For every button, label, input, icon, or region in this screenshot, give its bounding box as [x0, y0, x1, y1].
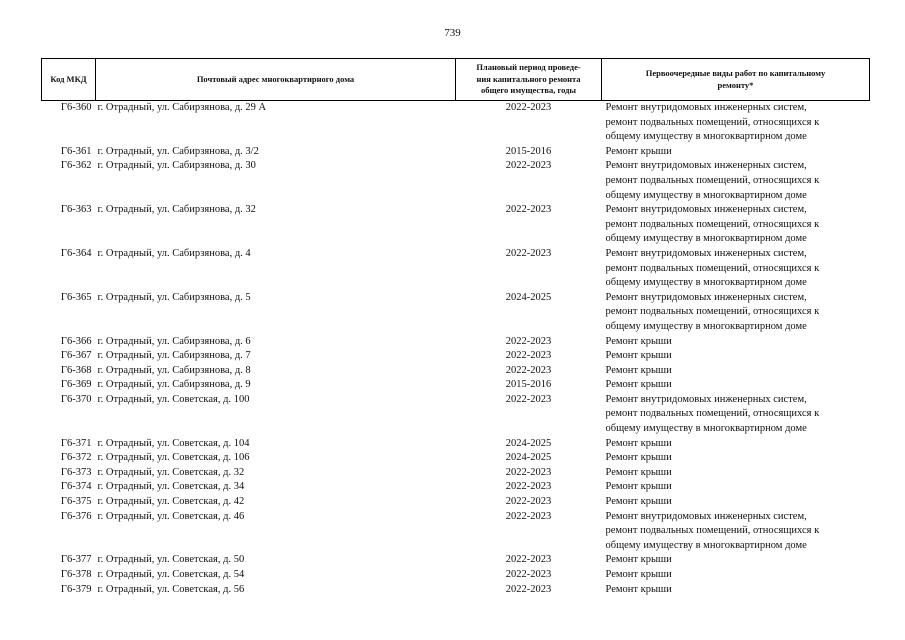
table-row — [42, 495, 870, 510]
row-code: Г6-361 — [60, 145, 92, 157]
row-address: г. Отрадный, ул. Сабирзянова, д. 3/2 — [97, 145, 259, 157]
row-period: 2022-2023 — [505, 247, 552, 259]
row-works — [602, 378, 870, 393]
row-works-line: ремонт подвальных помещений, относящихся к — [605, 218, 820, 230]
row-code: Г6-367 — [60, 350, 92, 362]
row-code: Г6-368 — [60, 364, 92, 376]
header-address: Почтовый адрес многоквартирного дома — [96, 59, 456, 101]
row-works — [602, 553, 870, 568]
row-address: г. Отрадный, ул. Советская, д. 106 — [97, 452, 250, 464]
table-row — [42, 378, 870, 393]
row-works-line: ремонт подвальных помещений, относящихся к — [605, 408, 820, 420]
row-code: Г6-379 — [60, 583, 92, 595]
row-works-line: Ремонт крыши — [605, 496, 672, 508]
row-works-line: Ремонт крыши — [605, 335, 672, 347]
row-works-line: Ремонт крыши — [605, 350, 672, 362]
table-row — [42, 159, 870, 203]
row-works — [602, 510, 870, 554]
row-works-line: ремонт подвальных помещений, относящихся к — [605, 306, 820, 318]
row-works — [602, 247, 870, 291]
row-code: Г6-377 — [60, 554, 92, 566]
table-row — [42, 349, 870, 364]
row-works-line: Ремонт крыши — [605, 452, 672, 464]
row-address: г. Отрадный, ул. Сабирзянова, д. 9 — [97, 379, 251, 391]
row-works-line: Ремонт крыши — [605, 145, 672, 157]
row-works-line: Ремонт крыши — [605, 569, 672, 580]
header-period-line: ния капитального ремонта — [476, 73, 581, 84]
row-code: Г6-365 — [60, 291, 92, 303]
table-body — [42, 101, 870, 598]
row-works-line: Ремонт внутридомовых инженерных систем, — [605, 204, 807, 216]
row-period: 2015-2016 — [505, 145, 552, 157]
row-works — [602, 583, 870, 598]
row-period: 2022-2023 — [505, 583, 552, 595]
table-row — [42, 145, 870, 160]
table-row — [42, 247, 870, 291]
header-period — [456, 59, 602, 101]
table-row — [42, 203, 870, 247]
row-works-line: общему имуществу в многоквартирном доме — [605, 277, 807, 289]
row-works-line: общему имуществу в многоквартирном доме — [605, 320, 807, 332]
row-period: 2022-2023 — [505, 496, 552, 508]
row-address: г. Отрадный, ул. Сабирзянова, д. 29 А — [97, 102, 267, 113]
row-code: Г6-370 — [60, 393, 92, 405]
row-code: Г6-372 — [60, 452, 92, 464]
row-address: г. Отрадный, ул. Сабирзянова, д. 6 — [97, 335, 251, 347]
header-period-line: Плановый период проведе- — [476, 62, 581, 73]
row-code: Г6-360 — [60, 102, 92, 113]
table-row — [42, 335, 870, 350]
table-row — [42, 553, 870, 568]
row-works-line: Ремонт крыши — [605, 481, 672, 493]
header-works — [602, 59, 870, 101]
row-period: 2022-2023 — [505, 554, 552, 566]
row-period: 2024-2025 — [505, 291, 552, 303]
row-works-line: общему имуществу в многоквартирном доме — [605, 189, 807, 201]
row-address: г. Отрадный, ул. Советская, д. 32 — [97, 466, 245, 478]
row-period: 2022-2023 — [505, 393, 552, 405]
row-code: Г6-363 — [60, 204, 92, 216]
table-row — [42, 437, 870, 452]
row-works-line: Ремонт внутридомовых инженерных систем, — [605, 102, 807, 113]
row-code: Г6-371 — [60, 437, 92, 449]
row-address: г. Отрадный, ул. Сабирзянова, д. 4 — [97, 247, 251, 259]
table-row — [42, 568, 870, 583]
row-address: г. Отрадный, ул. Сабирзянова, д. 32 — [97, 204, 256, 216]
row-address: г. Отрадный, ул. Сабирзянова, д. 5 — [97, 291, 251, 303]
row-works — [602, 159, 870, 203]
row-works-line: Ремонт внутридомовых инженерных систем, — [605, 510, 807, 522]
table-row — [42, 393, 870, 437]
row-period: 2022-2023 — [505, 204, 552, 216]
row-works — [602, 466, 870, 481]
row-works-line: Ремонт внутридомовых инженерных систем, — [605, 160, 807, 172]
row-period: 2022-2023 — [505, 102, 552, 113]
row-works-line: Ремонт крыши — [605, 466, 672, 478]
row-works-line: ремонт подвальных помещений, относящихся к — [605, 116, 820, 128]
row-period: 2024-2025 — [505, 437, 552, 449]
row-address: г. Отрадный, ул. Советская, д. 46 — [97, 510, 245, 522]
table-row — [42, 510, 870, 554]
header-works-line: Первоочередные виды работ по капитальному — [645, 68, 826, 78]
row-works-line: Ремонт внутридомовых инженерных систем, — [605, 247, 807, 259]
row-works — [602, 145, 870, 160]
row-address: г. Отрадный, ул. Советская, д. 42 — [97, 496, 245, 508]
row-works-line: Ремонт крыши — [605, 437, 672, 449]
row-period: 2022-2023 — [505, 466, 552, 478]
row-works-line: ремонт подвальных помещений, относящихся к — [605, 174, 820, 186]
row-works — [602, 480, 870, 495]
table-row — [42, 583, 870, 598]
row-works-line: общему имуществу в многоквартирном доме — [605, 423, 807, 435]
row-works — [602, 364, 870, 379]
row-address: г. Отрадный, ул. Советская, д. 34 — [97, 481, 245, 493]
header-code: Код МКД — [42, 59, 96, 101]
row-works-line: ремонт подвальных помещений, относящихся к — [605, 525, 820, 537]
row-address: г. Отрадный, ул. Советская, д. 104 — [97, 437, 250, 449]
row-period: 2022-2023 — [505, 350, 552, 362]
row-address: г. Отрадный, ул. Советская, д. 50 — [97, 554, 245, 566]
table-row — [42, 466, 870, 481]
row-works-line: Ремонт крыши — [605, 379, 672, 391]
row-address: г. Отрадный, ул. Советская, д. 100 — [97, 393, 250, 405]
row-works-line: Ремонт крыши — [605, 554, 672, 566]
row-address: г. Отрадный, ул. Советская, д. 54 — [97, 569, 245, 580]
row-code: Г6-378 — [60, 569, 92, 580]
row-address: г. Отрадный, ул. Сабирзянова, д. 7 — [97, 350, 251, 362]
row-code: Г6-376 — [60, 510, 92, 522]
row-works — [602, 451, 870, 466]
row-address: г. Отрадный, ул. Сабирзянова, д. 30 — [97, 160, 256, 172]
row-works — [602, 495, 870, 510]
row-works-line: общему имуществу в многоквартирном доме — [605, 233, 807, 245]
row-period: 2022-2023 — [505, 569, 552, 580]
row-works — [602, 568, 870, 583]
row-period: 2022-2023 — [505, 335, 552, 347]
table-row — [42, 364, 870, 379]
row-works — [602, 335, 870, 350]
row-works — [602, 203, 870, 247]
row-code: Г6-374 — [60, 481, 92, 493]
table-row — [42, 480, 870, 495]
table-row — [42, 451, 870, 466]
row-works-line: Ремонт внутридомовых инженерных систем, — [605, 291, 807, 303]
table-row — [42, 101, 870, 145]
row-period: 2022-2023 — [505, 160, 552, 172]
capital-repair-table — [41, 58, 870, 597]
row-code: Г6-373 — [60, 466, 92, 478]
row-period: 2015-2016 — [505, 379, 552, 391]
row-works-line: общему имуществу в многоквартирном доме — [605, 131, 807, 143]
table-row — [42, 291, 870, 335]
row-code: Г6-364 — [60, 247, 92, 259]
page-number: 739 — [444, 27, 461, 39]
row-code: Г6-375 — [60, 496, 92, 508]
row-code: Г6-369 — [60, 379, 92, 391]
header-period-line: общего имущества, годы — [480, 85, 577, 96]
table-header-row — [42, 59, 870, 101]
row-code: Г6-366 — [60, 335, 92, 347]
row-works-line: Ремонт крыши — [605, 364, 672, 376]
row-works — [602, 393, 870, 437]
row-works — [602, 291, 870, 335]
row-works — [602, 349, 870, 364]
row-period: 2022-2023 — [505, 364, 552, 376]
row-period: 2024-2025 — [505, 452, 552, 464]
row-works-line: Ремонт внутридомовых инженерных систем, — [605, 393, 807, 405]
row-works-line: общему имуществу в многоквартирном доме — [605, 539, 807, 551]
row-period: 2022-2023 — [505, 481, 552, 493]
header-works-line: ремонту* — [717, 79, 754, 90]
row-code: Г6-362 — [60, 160, 92, 172]
row-address: г. Отрадный, ул. Сабирзянова, д. 8 — [97, 364, 251, 376]
row-works-line: ремонт подвальных помещений, относящихся к — [605, 262, 820, 274]
row-address: г. Отрадный, ул. Советская, д. 56 — [97, 583, 245, 595]
row-works — [602, 101, 870, 145]
row-works-line: Ремонт крыши — [605, 583, 672, 595]
row-period: 2022-2023 — [505, 510, 552, 522]
row-works — [602, 437, 870, 452]
